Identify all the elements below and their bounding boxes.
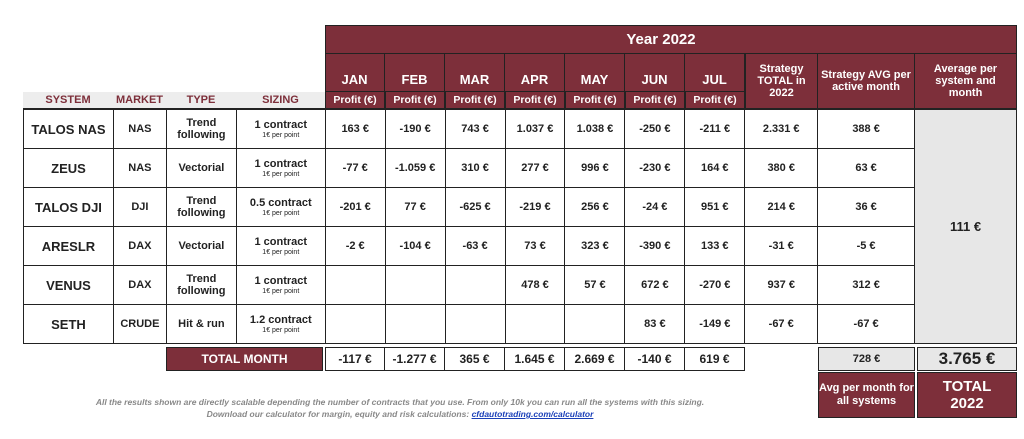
strategy-avg-value: 63 € [818,149,915,188]
month-header-jan: JAN [325,54,385,92]
type-cell: Trend following [166,266,236,305]
market-cell: NAS [113,149,166,188]
system-name: VENUS [24,266,114,305]
market-cell: DJI [113,188,166,227]
month-header-mar: MAR [445,54,505,92]
month-value-jun: 672 € [625,266,685,305]
market-cell: CRUDE [113,305,166,344]
month-value-mar: 743 € [445,110,505,149]
footnote-line-1: All the results shown are directly scalable depending the number of contracts that you use. From only 10k you can run all the systems with this sizing. [95,397,705,407]
type-cell: Vectorial [166,149,236,188]
month-value-jan: -201 € [325,188,385,227]
system-name: TALOS DJI [24,188,114,227]
table-row [24,266,1017,305]
month-value-may: 1.038 € [565,110,625,149]
type-cell: Trend following [166,110,236,149]
sizing-sub: 1€ per point [262,170,300,178]
month-value-mar [445,305,505,344]
system-name: TALOS NAS [24,110,114,149]
month-value-may: 256 € [565,188,625,227]
footnote [20,396,780,420]
month-value-may [565,305,625,344]
profit-header-jan: Profit (€) [325,92,385,109]
month-value-apr [505,305,565,344]
month-value-feb [385,305,445,344]
strategy-avg-value: 36 € [818,188,915,227]
table-row [24,305,1017,344]
strategy-total-header: Strategy TOTAL in 2022 [745,54,818,109]
results-table [23,109,1017,344]
month-value-apr: 277 € [505,149,565,188]
strategy-avg-header: Strategy AVG per active month [818,54,915,109]
profit-header-jun: Profit (€) [625,92,685,109]
total-month-value-may: 2.669 € [565,347,625,371]
sizing-value: 1.2 contract [249,313,312,326]
sizing-sub: 1€ per point [262,248,300,256]
sizing-header: SIZING [236,92,325,109]
average-header: Average per system and month [915,54,1017,109]
month-value-jan [325,305,385,344]
type-header: TYPE [166,92,236,109]
year-title: Year 2022 [626,31,696,48]
month-header-may: MAY [565,54,625,92]
month-value-mar: -625 € [445,188,505,227]
month-value-feb: -190 € [385,110,445,149]
type-cell: Vectorial [166,227,236,266]
strategy-total-value: 380 € [745,149,818,188]
sizing-value: 1 contract [254,118,308,131]
total-2022-value: 3.765 € [917,347,1017,371]
month-value-mar: -63 € [445,227,505,266]
profit-header-mar: Profit (€) [445,92,505,109]
total-month-value-feb: -1.277 € [385,347,445,371]
month-value-jan [325,266,385,305]
month-value-jul: -211 € [685,110,745,149]
system-name: SETH [24,305,114,344]
calculator-link[interactable]: cfdautotrading.com/calculator [471,409,594,419]
system-name: ZEUS [24,149,114,188]
table-row [24,110,1017,149]
sizing-sub: 1€ per point [262,326,300,334]
strategy-avg-value: 388 € [818,110,915,149]
month-value-apr: 73 € [505,227,565,266]
total-month-label: TOTAL MONTH [166,347,323,371]
type-cell: Trend following [166,188,236,227]
average-value: 111 € [915,110,1017,344]
table-row [24,188,1017,227]
total-month-value-mar: 365 € [445,347,505,371]
table-row [24,149,1017,188]
month-value-jan: -2 € [325,227,385,266]
market-header: MARKET [113,92,166,109]
strategy-total-value: -31 € [745,227,818,266]
profit-header-jul: Profit (€) [685,92,745,109]
strategy-avg-value: -5 € [818,227,915,266]
month-value-may: 323 € [565,227,625,266]
market-cell: DAX [113,227,166,266]
month-value-jul: -149 € [685,305,745,344]
month-value-jul: 133 € [685,227,745,266]
month-value-feb: 77 € [385,188,445,227]
month-value-feb: -1.059 € [385,149,445,188]
month-value-apr: 1.037 € [505,110,565,149]
total-month-value-jul: 619 € [685,347,745,371]
sizing-cell [236,227,325,266]
month-value-jan: 163 € [325,110,385,149]
month-header-feb: FEB [385,54,445,92]
year-header [325,25,1017,54]
profit-header-apr: Profit (€) [505,92,565,109]
profit-header-feb: Profit (€) [385,92,445,109]
strategy-total-value: -67 € [745,305,818,344]
month-value-jun: 83 € [625,305,685,344]
strategy-avg-value: 312 € [818,266,915,305]
system-name: ARESLR [24,227,114,266]
sizing-value: 1 contract [254,235,308,248]
month-value-jul: 951 € [685,188,745,227]
month-value-may: 996 € [565,149,625,188]
total-2022-label: TOTAL 2022 [917,372,1017,418]
sizing-value: 1 contract [254,274,308,287]
market-cell: NAS [113,110,166,149]
sizing-value: 0.5 contract [249,196,312,209]
month-value-may: 57 € [565,266,625,305]
month-value-apr: -219 € [505,188,565,227]
month-value-jan: -77 € [325,149,385,188]
month-value-mar: 310 € [445,149,505,188]
strategy-total-value: 214 € [745,188,818,227]
sizing-cell [236,110,325,149]
avg-per-month-label: Avg per month for all systems [818,372,915,418]
month-value-feb: -104 € [385,227,445,266]
footnote-line-2: Download our calculator for margin, equity and risk calculations: cfdautotrading.com/calculator [206,409,594,419]
month-value-mar [445,266,505,305]
system-header: SYSTEM [23,92,113,109]
month-value-jun: -250 € [625,110,685,149]
strategy-total-value: 2.331 € [745,110,818,149]
month-value-jul: -270 € [685,266,745,305]
market-cell: DAX [113,266,166,305]
month-value-apr: 478 € [505,266,565,305]
month-header-apr: APR [505,54,565,92]
total-month-value-jun: -140 € [625,347,685,371]
avg-per-month-value: 728 € [818,347,915,371]
sizing-sub: 1€ per point [262,287,300,295]
month-value-feb [385,266,445,305]
profit-header-may: Profit (€) [565,92,625,109]
total-month-value-jan: -117 € [325,347,385,371]
sizing-sub: 1€ per point [262,131,300,139]
month-header-jun: JUN [625,54,685,92]
month-value-jul: 164 € [685,149,745,188]
strategy-avg-value: -67 € [818,305,915,344]
sizing-cell [236,149,325,188]
sizing-value: 1 contract [254,157,308,170]
month-value-jun: -24 € [625,188,685,227]
sizing-cell [236,188,325,227]
month-value-jun: -230 € [625,149,685,188]
month-header-jul: JUL [685,54,745,92]
sizing-sub: 1€ per point [262,209,300,217]
strategy-total-value: 937 € [745,266,818,305]
type-cell: Hit & run [166,305,236,344]
sizing-cell [236,305,325,344]
table-row [24,227,1017,266]
total-month-value-apr: 1.645 € [505,347,565,371]
sizing-cell [236,266,325,305]
month-value-jun: -390 € [625,227,685,266]
